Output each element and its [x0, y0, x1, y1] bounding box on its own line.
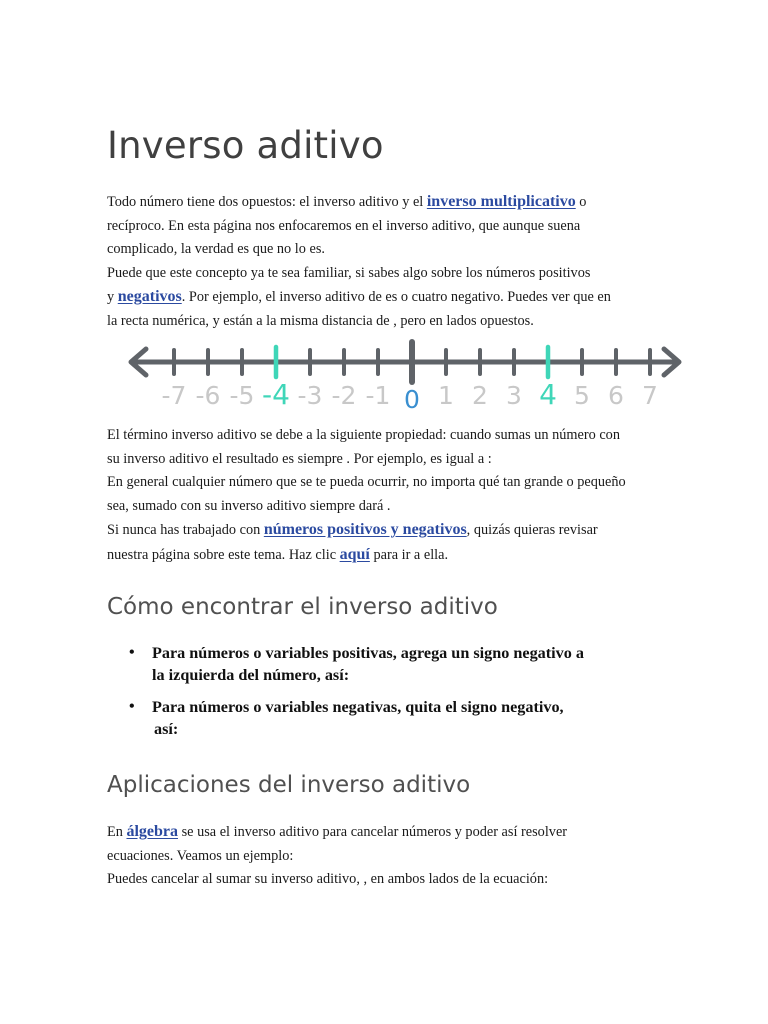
number-line-figure	[122, 336, 687, 416]
property-text: para ir a ella.	[369, 546, 449, 563]
link-negativos[interactable]: negativos	[117, 288, 182, 305]
link-aqui[interactable]: aquí	[339, 545, 370, 563]
apps-line-2: ecuaciones. Veamos un ejemplo:	[107, 847, 294, 864]
apps-text: En	[107, 824, 127, 840]
property-line-1: El término inverso aditivo se debe a la siguiente propiedad: cuando sumas un número con	[107, 427, 620, 443]
property-text: , quizás quieras revisar	[466, 522, 598, 538]
page-title: Inverso aditivo	[107, 124, 384, 167]
apps-paragraph	[107, 820, 667, 892]
tick-label: -1	[365, 381, 391, 410]
tick-label: 3	[506, 381, 522, 410]
number-line-axis	[131, 349, 679, 375]
list-item	[129, 642, 649, 686]
tick-label: -4	[262, 378, 290, 411]
tick-label: 2	[472, 381, 488, 410]
apps-line-1	[107, 820, 667, 845]
tick-label: -2	[331, 381, 357, 410]
property-line-3: En general cualquier número que se te pueda ocurrir, no importa qué tan grande o pequeño	[107, 474, 626, 490]
list-item	[129, 696, 649, 740]
intro-line-5	[107, 285, 667, 310]
tick-label: 4	[539, 378, 557, 411]
intro-line-4: Puede que este concepto ya te sea familiar, si sabes algo sobre los números positivos	[107, 264, 591, 281]
intro-text: Todo número tiene dos opuestos: el inverso aditivo y el	[107, 194, 427, 210]
bullet-line: Para números o variables negativas, quita el signo negativo,	[152, 698, 564, 716]
intro-line-6: la recta numérica, y están a la misma distancia de , pero en lados opuestos.	[107, 312, 534, 329]
intro-line-2: recíproco. En esta página nos enfocaremos en el inverso aditivo, que aunque suena	[107, 217, 581, 234]
apps-line-3: Puedes cancelar al sumar su inverso aditivo, , en ambos lados de la ecuación:	[107, 871, 549, 887]
intro-line-1	[107, 190, 667, 215]
property-line-6	[107, 543, 667, 568]
tick-label: -3	[297, 381, 323, 410]
property-line-5	[107, 518, 667, 543]
tick-label: -5	[229, 381, 255, 410]
apps-text: se usa el inverso aditivo para cancelar números y poder así resolver	[178, 824, 568, 840]
tick-label: 7	[642, 381, 658, 410]
intro-line-3: complicado, la verdad es que no lo es.	[107, 241, 325, 257]
tick-label: -6	[195, 381, 221, 410]
bullet-line: la izquierda del número, así:	[152, 666, 350, 684]
tick-label: 0	[404, 385, 420, 414]
property-text: Si nunca has trabajado con	[107, 522, 264, 538]
property-line-4: sea, sumado con su inverso aditivo siempre dará .	[107, 497, 391, 514]
bullet-line: Para números o variables positivas, agrega un signo negativo a	[152, 644, 584, 662]
intro-text: . Por ejemplo, el inverso aditivo de es o cuatro negativo. Puedes ver que en	[181, 289, 611, 305]
intro-paragraph	[107, 190, 667, 333]
property-line-2: su inverso aditivo el resultado es siempre . Por ejemplo, es igual a :	[107, 450, 492, 467]
bullet-line: así:	[154, 720, 179, 738]
property-paragraph	[107, 424, 667, 567]
link-numeros-positivos-negativos[interactable]: números positivos y negativos	[263, 521, 467, 538]
link-inverso-multiplicativo[interactable]: inverso multiplicativo	[426, 193, 576, 210]
heading-aplicaciones: Aplicaciones del inverso aditivo	[107, 772, 471, 798]
intro-text: y	[107, 289, 118, 305]
tick-label: 1	[438, 381, 454, 410]
link-algebra[interactable]: álgebra	[126, 823, 179, 840]
property-text: nuestra página sobre este tema. Haz clic	[107, 546, 340, 563]
tick-label: -7	[161, 381, 187, 410]
bullet-icon: •	[129, 644, 135, 661]
tick-label: 6	[608, 381, 624, 410]
bullet-list	[129, 642, 649, 740]
tick-label: 5	[574, 381, 590, 410]
bullet-icon: •	[129, 698, 135, 715]
heading-como-encontrar: Cómo encontrar el inverso aditivo	[107, 594, 498, 620]
intro-text: o	[575, 194, 587, 210]
